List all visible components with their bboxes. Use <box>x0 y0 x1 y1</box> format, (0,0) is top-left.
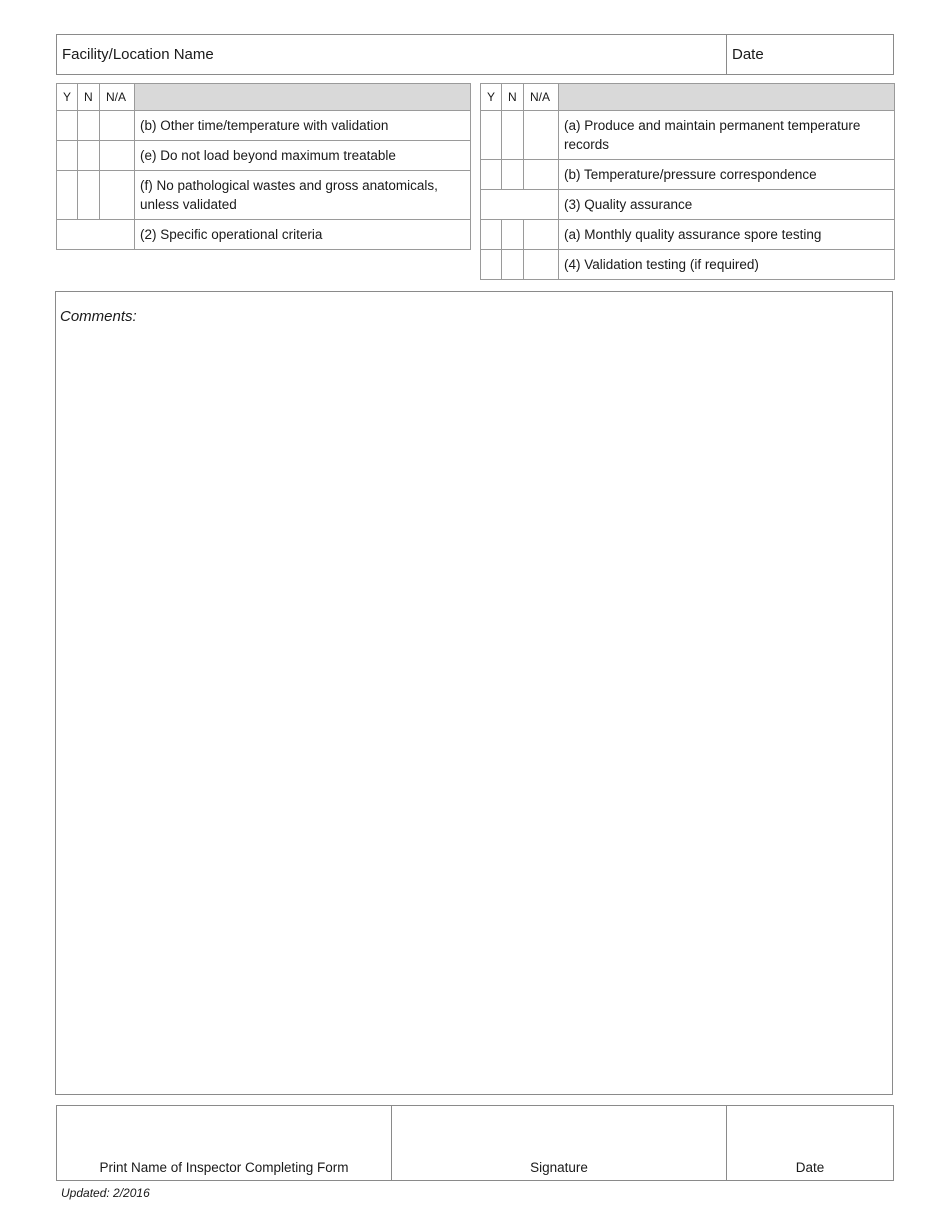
col-n: N <box>78 84 100 111</box>
col-na: N/A <box>100 84 135 111</box>
checkbox-na[interactable] <box>524 220 559 250</box>
comments-box[interactable] <box>55 291 893 1095</box>
section-label: (4) Validation testing (if required) <box>559 250 895 280</box>
item-label: (f) No pathological wastes and gross anatomicals, unless validated <box>135 171 471 220</box>
col-y: Y <box>481 84 502 111</box>
table-row <box>481 190 895 220</box>
checkbox-y[interactable] <box>481 160 502 190</box>
checkbox-n[interactable] <box>502 111 524 160</box>
right-table-header <box>481 84 895 111</box>
facility-name-label: Facility/Location Name <box>62 46 214 63</box>
updated-note: Updated: 2/2016 <box>61 1186 150 1200</box>
checkbox-y[interactable] <box>481 220 502 250</box>
table-row <box>57 141 471 171</box>
col-y: Y <box>57 84 78 111</box>
checkbox-y[interactable] <box>57 141 78 171</box>
checkbox-y[interactable] <box>57 171 78 220</box>
checkbox-n[interactable] <box>502 250 524 280</box>
item-label: (a) Monthly quality assurance spore testing <box>559 220 895 250</box>
section-spacer <box>57 220 135 250</box>
table-row <box>57 111 471 141</box>
signature-date-field[interactable] <box>727 1106 893 1180</box>
item-header <box>135 84 471 111</box>
table-row <box>481 160 895 190</box>
facility-name-field[interactable] <box>57 35 727 74</box>
checkbox-n[interactable] <box>78 141 100 171</box>
col-n: N <box>502 84 524 111</box>
checkbox-na[interactable] <box>524 250 559 280</box>
item-header <box>559 84 895 111</box>
checkbox-na[interactable] <box>100 171 135 220</box>
table-row <box>481 220 895 250</box>
checkbox-na[interactable] <box>524 111 559 160</box>
section-label: (2) Specific operational criteria <box>135 220 471 250</box>
checkbox-na[interactable] <box>100 111 135 141</box>
facility-header <box>56 34 894 75</box>
table-row <box>481 111 895 160</box>
signature-label: Signature <box>530 1160 588 1175</box>
comments-label: Comments: <box>60 308 137 325</box>
signature-box <box>56 1105 894 1181</box>
section-spacer <box>481 190 559 220</box>
right-checklist-table <box>480 83 895 280</box>
section-label: (3) Quality assurance <box>559 190 895 220</box>
signature-field[interactable] <box>392 1106 727 1180</box>
checkbox-y[interactable] <box>481 111 502 160</box>
signature-date-label: Date <box>795 1160 825 1175</box>
left-checklist-table <box>56 83 471 250</box>
table-row <box>481 250 895 280</box>
checkbox-n[interactable] <box>78 171 100 220</box>
left-table-header <box>57 84 471 111</box>
col-na: N/A <box>524 84 559 111</box>
checkbox-y[interactable] <box>481 250 502 280</box>
item-label: (a) Produce and maintain permanent temperature records <box>559 111 895 160</box>
checkbox-n[interactable] <box>78 111 100 141</box>
inspector-name-label: Print Name of Inspector Completing Form <box>99 1160 349 1175</box>
checkbox-y[interactable] <box>57 111 78 141</box>
item-label: (e) Do not load beyond maximum treatable <box>135 141 471 171</box>
table-row <box>57 220 471 250</box>
checkbox-na[interactable] <box>524 160 559 190</box>
header-date-field[interactable] <box>727 35 893 74</box>
checkbox-n[interactable] <box>502 220 524 250</box>
inspector-name-field[interactable] <box>57 1106 392 1180</box>
table-row <box>57 171 471 220</box>
checkbox-na[interactable] <box>100 141 135 171</box>
checkbox-n[interactable] <box>502 160 524 190</box>
header-date-label: Date <box>732 46 764 63</box>
item-label: (b) Other time/temperature with validation <box>135 111 471 141</box>
item-label: (b) Temperature/pressure correspondence <box>559 160 895 190</box>
